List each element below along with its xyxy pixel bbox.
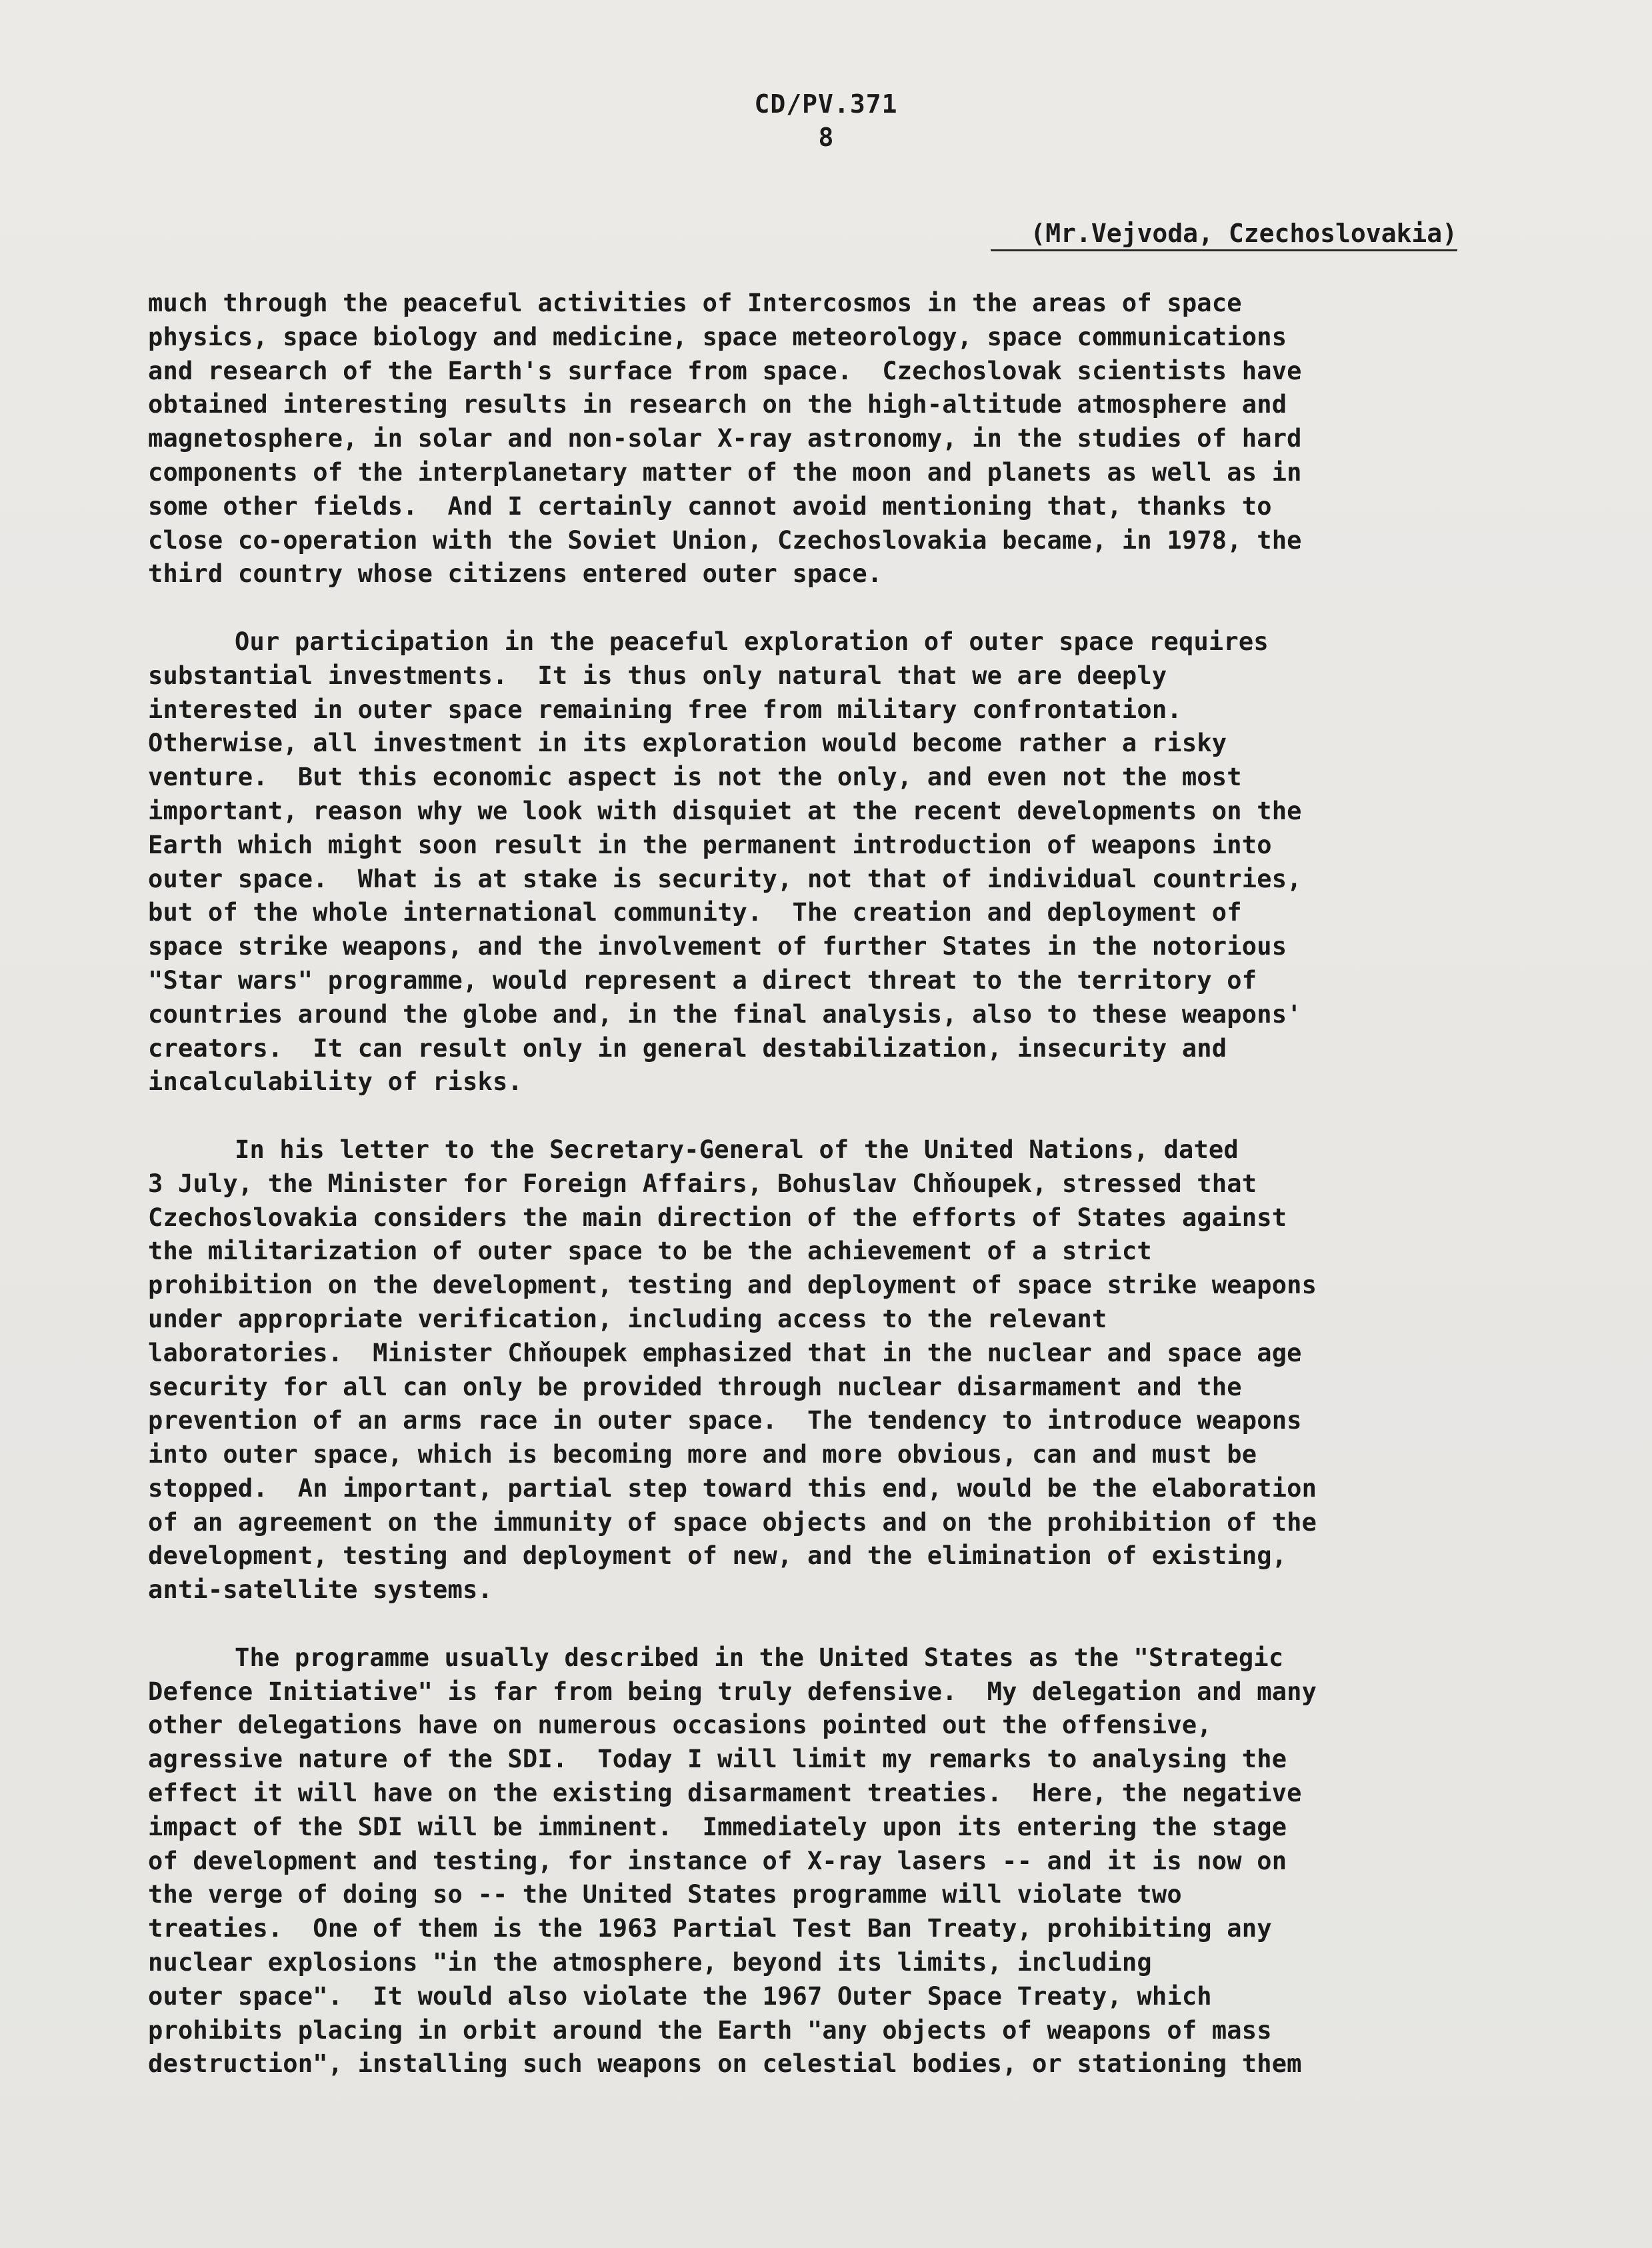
paragraph xyxy=(148,1133,1481,1607)
text-line: under appropriate verification, including access to the relevant xyxy=(148,1304,1107,1333)
text-line: stopped. An important, partial step toward this end, would be the elaboration xyxy=(148,1473,1317,1503)
text-line: incalculability of risks. xyxy=(148,1067,523,1097)
text-line: anti-satellite systems. xyxy=(148,1575,493,1605)
page-number: 8 xyxy=(818,123,834,152)
text-line: destruction", installing such weapons on celestial bodies, or stationing them xyxy=(148,2049,1302,2079)
speaker-underline xyxy=(991,249,1457,251)
document-body xyxy=(148,287,1481,2115)
text-line: obtained interesting results in research on the high-altitude atmosphere and xyxy=(148,390,1287,419)
paragraph xyxy=(148,1641,1481,2081)
text-line: development, testing and deployment of new, and the elimination of existing, xyxy=(148,1541,1287,1571)
text-line: 3 July, the Minister for Foreign Affairs, Bohuslav Chňoupek, stressed that xyxy=(148,1169,1257,1198)
text-line: Our participation in the peaceful exploration of outer space requires xyxy=(235,627,1269,656)
paragraph xyxy=(148,287,1481,591)
text-line: the verge of doing so -- the United States programme will violate two xyxy=(148,1880,1182,1909)
text-line: The programme usually described in the United States as the "Strategic xyxy=(235,1643,1284,1672)
text-line: important, reason why we look with disquiet at the recent developments on the xyxy=(148,796,1302,825)
text-line: of development and testing, for instance of X-ray lasers -- and it is now on xyxy=(148,1846,1287,1875)
text-line: and research of the Earth's surface from space. Czechoslovak scientists have xyxy=(148,356,1302,385)
text-line: outer space". It would also violate the 1967 Outer Space Treaty, which xyxy=(148,1981,1212,2011)
text-line: components of the interplanetary matter of the moon and planets as well as in xyxy=(148,457,1302,487)
text-line: but of the whole international community. The creation and deployment of xyxy=(148,898,1242,927)
text-line: physics, space biology and medicine, space meteorology, space communications xyxy=(148,322,1287,351)
text-line: laboratories. Minister Chňoupek emphasized that in the nuclear and space age xyxy=(148,1338,1302,1367)
text-line: agressive nature of the SDI. Today I will limit my remarks to analysing the xyxy=(148,1745,1287,1774)
text-line: venture. But this economic aspect is not the only, and even not the most xyxy=(148,763,1242,792)
text-line: "Star wars" programme, would represent a direct threat to the territory of xyxy=(148,965,1257,995)
text-line: security for all can only be provided through nuclear disarmament and the xyxy=(148,1372,1242,1401)
text-line: prohibits placing in orbit around the Earth "any objects of weapons of mass xyxy=(148,2015,1272,2045)
text-line: Defence Initiative" is far from being truly defensive. My delegation and many xyxy=(148,1677,1317,1706)
paragraph xyxy=(148,625,1481,1099)
text-line: space strike weapons, and the involvement of further States in the notorious xyxy=(148,932,1287,961)
text-line: effect it will have on the existing disarmament treaties. Here, the negative xyxy=(148,1779,1302,1808)
text-line: some other fields. And I certainly cannot avoid mentioning that, thanks to xyxy=(148,491,1272,521)
text-line: other delegations have on numerous occasions pointed out the offensive, xyxy=(148,1711,1212,1740)
text-line: much through the peaceful activities of Intercosmos in the areas of space xyxy=(148,289,1242,317)
text-line: close co-operation with the Soviet Union, Czechoslovakia became, in 1978, the xyxy=(148,525,1302,555)
text-line: into outer space, which is becoming more and more obvious, can and must be xyxy=(148,1440,1257,1469)
text-line: In his letter to the Secretary-General of the United Nations, dated xyxy=(235,1135,1239,1164)
document-symbol: CD/PV.371 xyxy=(754,89,898,119)
text-line: Otherwise, all investment in its exploration would become rather a risky xyxy=(148,729,1227,758)
text-line: outer space. What is at stake is security, not that of individual countries, xyxy=(148,864,1302,893)
text-line: treaties. One of them is the 1963 Partial Test Ban Treaty, prohibiting any xyxy=(148,1914,1272,1943)
text-line: prevention of an arms race in outer space. The tendency to introduce weapons xyxy=(148,1406,1302,1435)
text-line: third country whose citizens entered outer space. xyxy=(148,559,883,589)
text-line: Czechoslovakia considers the main direction of the efforts of States against xyxy=(148,1203,1287,1232)
text-line: interested in outer space remaining free from military confrontation. xyxy=(148,695,1182,724)
text-line: prohibition on the development, testing and deployment of space strike weapons xyxy=(148,1271,1317,1300)
text-line: magnetosphere, in solar and non-solar X-ray astronomy, in the studies of hard xyxy=(148,424,1302,453)
text-line: countries around the globe and, in the final analysis, also to these weapons' xyxy=(148,999,1302,1029)
text-line: impact of the SDI will be imminent. Immediately upon its entering the stage xyxy=(148,1812,1287,1841)
speaker-attribution: (Mr.Vejvoda, Czechoslovakia) xyxy=(1030,219,1457,248)
text-line: of an agreement on the immunity of space objects and on the prohibition of the xyxy=(148,1507,1317,1537)
text-line: substantial investments. It is thus only natural that we are deeply xyxy=(148,661,1167,690)
text-line: the militarization of outer space to be the achievement of a strict xyxy=(148,1237,1152,1266)
text-line: Earth which might soon result in the permanent introduction of weapons into xyxy=(148,830,1272,859)
text-line: creators. It can result only in general destabilization, insecurity and xyxy=(148,1033,1227,1063)
text-line: nuclear explosions "in the atmosphere, beyond its limits, including xyxy=(148,1948,1152,1977)
